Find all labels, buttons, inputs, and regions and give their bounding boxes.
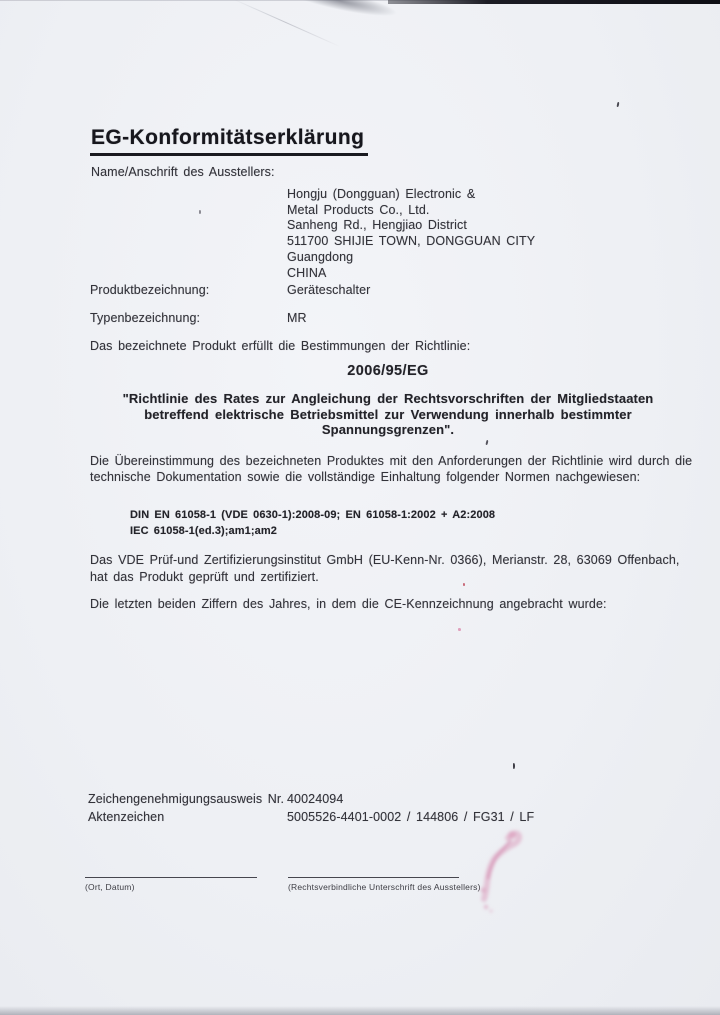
directive-quote [90, 391, 686, 438]
scan-speck [485, 440, 488, 445]
field-row-product [90, 283, 371, 297]
page-title: EG-Konformitätserklärung [90, 126, 368, 156]
issuer-address-block [287, 187, 535, 281]
mark-approval-number: 40024094 [287, 792, 344, 806]
approval-row-mark [88, 792, 344, 809]
issuer-address-line: 511700 SHIJIE TOWN, DONGGUAN CITY [287, 234, 536, 249]
ce-year-paragraph: Die letzten beiden Ziffern des Jahres, in dem die CE-Kennzeichnung angebracht wurde: [90, 597, 607, 611]
directive-number: 2006/95/EG [347, 363, 429, 379]
paper-fold-smudge [295, 0, 400, 23]
directive-quote-line: "Richtlinie des Rates zur Angleichung der Rechtsvorschriften der Mitgliedstaaten [122, 391, 654, 406]
place-date-label: (Ort, Datum) [85, 882, 135, 892]
certification-line: Das VDE Prüf-und Zertifizierungsinstitut GmbH (EU-Kenn-Nr. 0366), Merianstr. 28, 63069 Offenbach, [90, 553, 680, 567]
type-designation-label: Typenbezeichnung: [90, 311, 201, 325]
scan-speck [458, 628, 461, 631]
directive-quote-line: betreffend elektrische Betriebsmittel zur Verwendung innerhalb bestimmter [144, 406, 632, 422]
issuer-address-line: Sanheng Rd., Hengjiao District [287, 218, 467, 233]
product-designation-label: Produktbezeichnung: [90, 283, 210, 297]
pink-ink-smudge [468, 826, 528, 926]
signature-block-place-date [85, 877, 257, 892]
signature-block-issuer [288, 877, 481, 892]
standard-line: DIN EN 61058-1 (VDE 0630-1):2008-09; EN 61058-1:2002 + A2:2008 [130, 509, 496, 521]
scan-speck [199, 210, 201, 214]
issuer-address-line: Guangdong [287, 249, 354, 264]
issuer-address-line: Hongju (Dongguan) Electronic & [287, 187, 476, 201]
scan-top-edge-strip [388, 0, 720, 4]
conformity-line: Die Übereinstimmung des bezeichneten Produktes mit den Anforderungen der Richtlinie wird durch die [90, 454, 693, 468]
standards-list [130, 508, 495, 539]
issuer-address-line: CHINA [287, 265, 327, 280]
directive-intro: Das bezeichnete Produkt erfüllt die Bestimmungen der Richtlinie: [90, 339, 471, 353]
scan-speck [617, 102, 620, 107]
file-reference-number: 5005526-4401-0002 / 144806 / FG31 / LF [287, 810, 535, 824]
issuer-label: Name/Anschrift des Ausstellers: [91, 165, 275, 179]
mark-approval-label: Zeichengenehmigungsausweis Nr. [88, 792, 285, 806]
scan-speck [463, 583, 465, 586]
issuer-address-line: Metal Products Co., Ltd. [287, 202, 430, 217]
field-row-type [90, 311, 307, 325]
standard-line: IEC 61058-1(ed.3);am1;am2 [130, 524, 277, 537]
scan-bottom-edge-shadow [0, 1006, 720, 1015]
certification-paragraph [90, 552, 679, 585]
issuer-signature-label: (Rechtsverbindliche Unterschrift des Ausstellers) [288, 882, 481, 892]
conformity-line: technische Dokumentation sowie die vollständige Einhaltung folgender Normen nachgewiesen: [90, 470, 641, 484]
file-reference-label: Aktenzeichen [88, 810, 165, 824]
product-designation-value: Geräteschalter [287, 283, 371, 297]
certification-line: hat das Produkt geprüft und zertifiziert. [90, 569, 319, 584]
conformity-paragraph [90, 453, 692, 485]
approval-row-file [88, 810, 535, 827]
scan-speck [513, 763, 515, 769]
type-designation-value: MR [287, 311, 307, 325]
directive-quote-line: Spannungsgrenzen". [321, 422, 455, 437]
